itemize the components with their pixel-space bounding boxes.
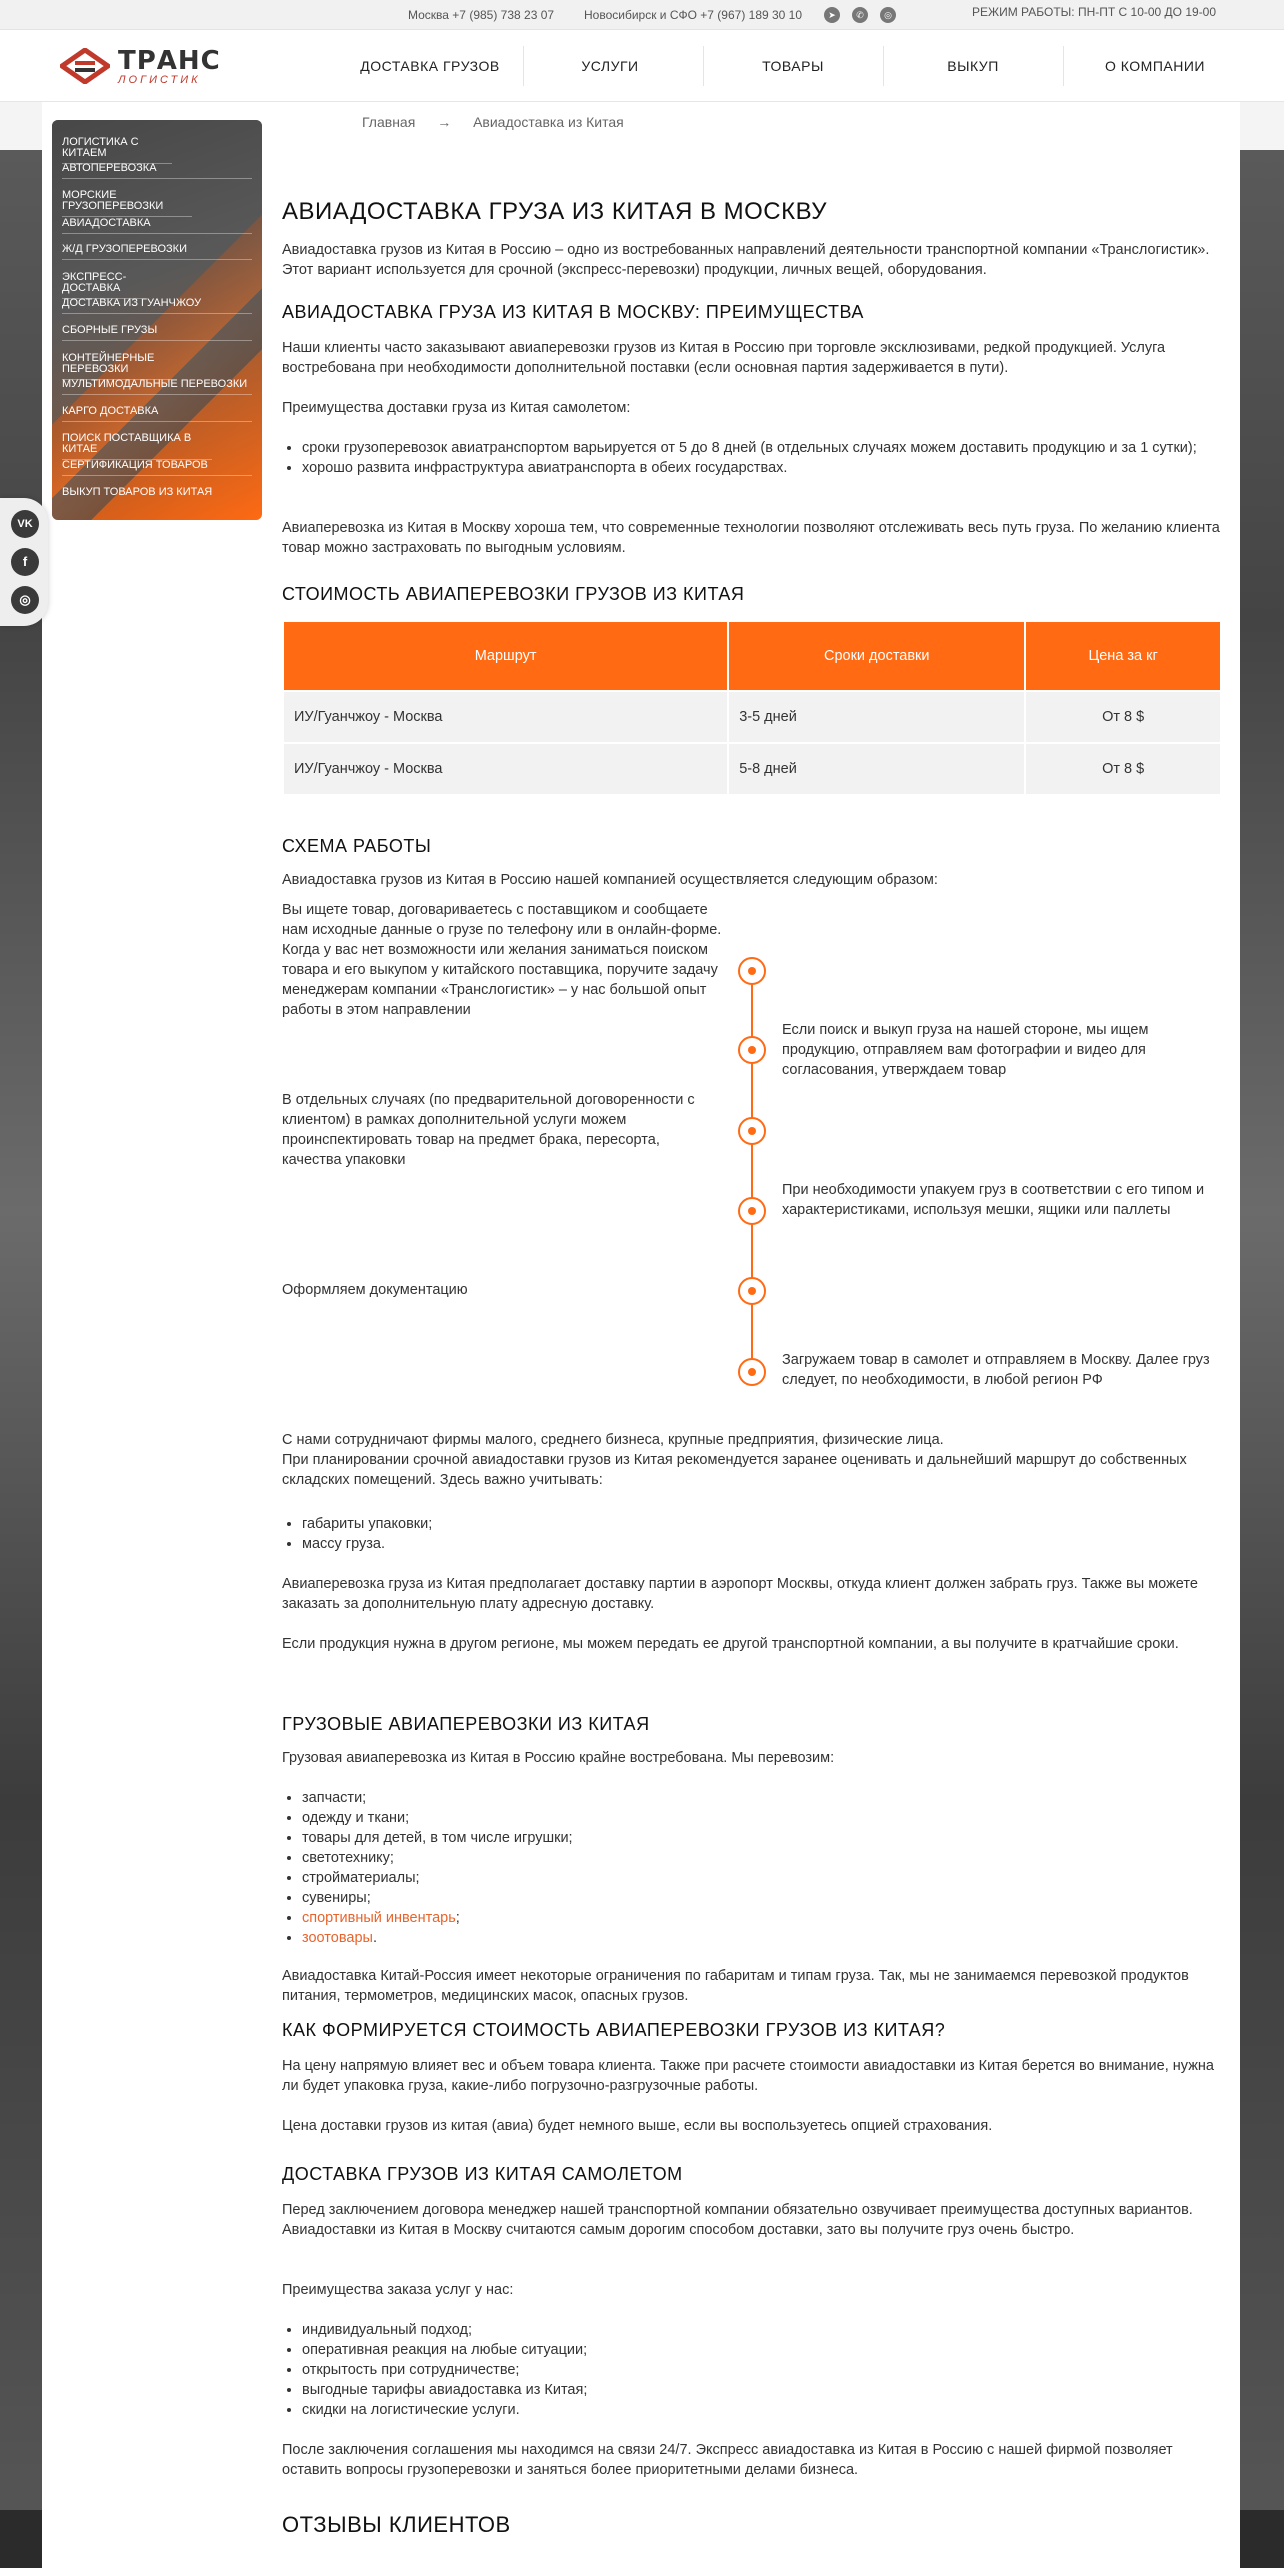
list-item: • индивидуальный подход; — [302, 2320, 1222, 2340]
table-cell-route: ИУ/Гуанчжоу - Москва — [284, 744, 727, 794]
list-item — [302, 1928, 1222, 1948]
nav-divider — [703, 46, 704, 86]
nav-divider — [523, 46, 524, 86]
vk-icon[interactable]: VK — [11, 510, 39, 538]
advantages-paragraph-1: Наши клиенты часто заказывают авиаперевозки грузов из Китая в Россию при торговле эксклюзивами, редкой продукцией. Услуга востребована при необходимости дополнительной поставки (если основная партия задерживается в пути). — [282, 340, 1166, 376]
logo[interactable] — [60, 44, 220, 88]
breadcrumb — [362, 114, 642, 130]
timeline-step-4: При необходимости упакуем груз в соответствии с его типом и характеристиками, используя мешки, ящики или паллеты — [782, 1182, 1205, 1218]
timeline-dot — [738, 957, 766, 985]
price-paragraph-1: На цену напрямую влияет вес и объем товара клиента. Также при расчете стоимости авиадоставки из Китая берется во внимание, нужна ли будет упаковка груза, какие-либо погрузочно-разгрузочные работы. — [282, 2058, 1214, 2094]
sidebar-item-express[interactable]: ЭКСПРЕСС-ДОСТАВКА — [62, 272, 142, 299]
intro-paragraph: Авиадоставка грузов из Китая в Россию – одно из востребованных направлений деятельности транспортной компании «Транслогистик». Этот вариант используется для срочной (экспресс-перевозки) продукции, личных вещей, оборудования. — [282, 242, 1210, 278]
timeline-dot — [738, 1117, 766, 1145]
table-cell-time: 3-5 дней — [729, 692, 1024, 742]
table-cell-price: От 8 $ — [1026, 744, 1220, 794]
work-hours: РЕЖИМ РАБОТЫ: ПН-ПТ С 10-00 ДО 19-00 — [972, 5, 1217, 19]
sidebar-item-buyout[interactable]: ВЫКУП ТОВАРОВ ИЗ КИТАЯ — [62, 486, 213, 498]
table-row — [284, 744, 1220, 794]
main-nav — [340, 30, 1240, 102]
list-item: • скидки на логистические услуги. — [302, 2400, 1222, 2420]
timeline-step-1: Вы ищете товар, договариваетесь с поставщиком и сообщаете нам исходные данные о грузе по телефону или в онлайн-форме. Когда у вас нет возможности или желания заниматься поиском товара и его выкупом у китайского поставщика, поручите задачу менеджерам компании «Транслогистик» – у нас большой опыт работы в этом направлении — [282, 902, 722, 1018]
instagram-icon[interactable]: ◎ — [880, 7, 896, 23]
plane-paragraph-2: Преимущества заказа услуг у нас: — [282, 2282, 514, 2298]
clients-paragraph: С нами сотрудничают фирмы малого, среднего бизнеса, крупные предприятия, физические лица. — [282, 1432, 944, 1448]
logo-mark-icon — [60, 48, 110, 84]
cargo-heading: ГРУЗОВЫЕ АВИАПЕРЕВОЗКИ ИЗ КИТАЯ — [282, 1714, 650, 1734]
list-item: • сроки грузоперевозок авиатранспортом варьируется от 5 до 8 дней (в отдельных случаях можем доставить продукцию и за 1 сутки); — [302, 438, 1222, 458]
timeline-step-2: Если поиск и выкуп груза на нашей стороне, мы ищем продукцию, отправляем вам фотографии и видео для согласования, утверждаем товар — [782, 1022, 1149, 1078]
whatsapp-icon[interactable]: ✆ — [852, 7, 868, 23]
phone-moscow[interactable]: Москва +7 (985) 738 23 07 — [408, 8, 555, 22]
timeline-dot — [738, 1277, 766, 1305]
sidebar-item-guangzhou[interactable]: ДОСТАВКА ИЗ ГУАНЧЖОУ — [62, 298, 252, 314]
nav-item-goods[interactable]: ТОВАРЫ — [762, 57, 824, 74]
sidebar-item-air[interactable]: АВИАДОСТАВКА — [62, 218, 252, 234]
list-item — [302, 1908, 1222, 1928]
airport-paragraph: Авиаперевозка груза из Китая предполагает доставку партии в аэропорт Москвы, откуда клиент должен забрать груз. Также вы можете заказать за дополнительную плату адресную доставку. — [282, 1576, 1198, 1612]
list-item: • оперативная реакция на любые ситуации; — [302, 2340, 1222, 2360]
timeline-dot — [738, 1358, 766, 1386]
list-item: • сувениры; — [302, 1888, 1222, 1908]
sidebar-item-logistics[interactable]: ЛОГИСТИКА С КИТАЕМ — [62, 137, 172, 164]
breadcrumb-home[interactable]: Главная — [362, 114, 416, 130]
timeline-step-6: Загружаем товар в самолет и отправляем в Москву. Далее груз следует, по необходимости, в любой регион РФ — [782, 1352, 1210, 1388]
advantages-list — [282, 438, 1222, 478]
instagram-icon[interactable]: ◎ — [11, 586, 39, 614]
price-paragraph-2: Цена доставки грузов из китая (авиа) будет немного выше, если вы воспользуетесь опцией страхования. — [282, 2118, 993, 2134]
plane-heading: ДОСТАВКА ГРУЗОВ ИЗ КИТАЯ САМОЛЕТОМ — [282, 2164, 683, 2184]
sidebar-item-multimodal[interactable]: МУЛЬТИМОДАЛЬНЫЕ ПЕРЕВОЗКИ — [62, 379, 252, 395]
list-item-tail: . — [372, 1930, 377, 1946]
sidebar-item-cargo[interactable]: КАРГО ДОСТАВКА — [62, 406, 252, 422]
header — [0, 30, 1284, 102]
list-item: • стройматериалы; — [302, 1868, 1222, 1888]
nav-divider — [1063, 46, 1064, 86]
scheme-heading: СХЕМА РАБОТЫ — [282, 836, 432, 856]
telegram-icon[interactable]: ➤ — [824, 7, 840, 23]
sidebar-item-supplier[interactable]: ПОИСК ПОСТАВЩИКА В КИТАЕ — [62, 433, 212, 460]
sidebar-item-container[interactable]: КОНТЕЙНЕРНЫЕ ПЕРЕВОЗКИ — [62, 353, 172, 380]
table-row — [284, 692, 1220, 742]
plane-paragraph-3: После заключения соглашения мы находимся на связи 24/7. Экспресс авиадоставка из Китая в Россию с нашей фирмой позволяет оставить вопросы грузоперевозки и заняться более приоритетными делами бизнеса. — [282, 2442, 1173, 2478]
facebook-icon[interactable]: f — [11, 548, 39, 576]
timeline-dot — [738, 1197, 766, 1225]
logo-word: ТРАНС — [118, 46, 221, 76]
price-heading: КАК ФОРМИРУЕТСЯ СТОИМОСТЬ АВИАПЕРЕВОЗКИ ГРУЗОВ ИЗ КИТАЯ? — [282, 2020, 946, 2040]
list-item-tail: ; — [455, 1910, 460, 1926]
table-header-row — [284, 622, 1220, 690]
price-table — [282, 620, 1222, 796]
list-item: • запчасти; — [302, 1788, 1222, 1808]
cost-heading: СТОИМОСТЬ АВИАПЕРЕВОЗКИ ГРУЗОВ ИЗ КИТАЯ — [282, 584, 745, 604]
plane-benefits-list — [282, 2320, 1222, 2420]
cargo-list — [282, 1788, 1222, 1948]
list-item: • светотехнику; — [302, 1848, 1222, 1868]
breadcrumb-current: Авиадоставка из Китая — [473, 114, 624, 130]
nav-item-about[interactable]: О КОМПАНИИ — [1105, 57, 1205, 74]
cargo-limits-paragraph: Авиадоставка Китай-Россия имеет некоторые ограничения по габаритам и типам груза. Так, мы не занимаемся перевозкой продуктов питания, термометров, медицинских масок, опасных грузов. — [282, 1968, 1189, 2004]
sidebar-item-rail[interactable]: Ж/Д ГРУЗОПЕРЕВОЗКИ — [62, 244, 252, 260]
sidebar-item-auto[interactable]: АВТОПЕРЕВОЗКА — [62, 163, 252, 179]
link-sports-goods[interactable]: спортивный инвентарь — [302, 1910, 456, 1926]
nav-divider — [883, 46, 884, 86]
region-paragraph: Если продукция нужна в другом регионе, мы можем передать ее другой транспортной компании, а вы получите в кратчайшие сроки. — [282, 1636, 1179, 1652]
list-item: • открытость при сотрудничестве; — [302, 2360, 1222, 2380]
nav-item-delivery[interactable]: ДОСТАВКА ГРУЗОВ — [360, 57, 500, 74]
planning-paragraph: При планировании срочной авиадоставки грузов из Китая рекомендуется заранее оценивать и дальнейший маршрут до собственных складских помещений. Здесь важно учитывать: — [282, 1452, 1187, 1488]
sidebar-item-sea[interactable]: МОРСКИЕ ГРУЗОПЕРЕВОЗКИ — [62, 190, 192, 217]
timeline-step-5: Оформляем документацию — [282, 1282, 468, 1298]
sidebar-item-certification[interactable]: СЕРТИФИКАЦИЯ ТОВАРОВ — [62, 460, 252, 476]
link-pet-goods[interactable]: зоотовары — [302, 1930, 373, 1946]
table-header-price: Цена за кг — [1026, 622, 1220, 690]
advantages-heading: АВИАДОСТАВКА ГРУЗА ИЗ КИТАЯ В МОСКВУ: ПРЕИМУЩЕСТВА — [282, 302, 864, 322]
table-header-time: Сроки доставки — [729, 622, 1024, 690]
timeline-step-3: В отдельных случаях (по предварительной договоренности с клиентом) в рамках дополнительной услуги можем проинспектировать товар на предмет брака, пересорта, качества упаковки — [282, 1092, 695, 1168]
top-bar — [0, 0, 1284, 30]
nav-item-services[interactable]: УСЛУГИ — [581, 57, 639, 74]
list-item: • выгодные тарифы авиадоставка из Китая; — [302, 2380, 1222, 2400]
cargo-paragraph: Грузовая авиаперевозка из Китая в Россию крайне востребована. Мы перевозим: — [282, 1750, 835, 1766]
logo-subtitle: ЛОГИСТИК — [118, 74, 201, 86]
table-header-route: Маршрут — [284, 622, 727, 690]
table-cell-price: От 8 $ — [1026, 692, 1220, 742]
timeline-line — [751, 970, 753, 1372]
table-cell-route: ИУ/Гуанчжоу - Москва — [284, 692, 727, 742]
list-item: • одежду и ткани; — [302, 1808, 1222, 1828]
timeline-dot — [738, 1036, 766, 1064]
plane-paragraph-1: Перед заключением договора менеджер нашей транспортной компании обязательно озвучивает преимущества доступных вариантов. Авиадоставки из Китая в Москву считаются самым дорогим способом доставки, зато вы получите груз очень быстро. — [282, 2202, 1193, 2238]
scheme-paragraph: Авиадоставка грузов из Китая в Россию нашей компанией осуществляется следующим образом: — [282, 872, 938, 888]
sidebar-menu — [52, 120, 262, 520]
page-title: АВИАДОСТАВКА ГРУЗА ИЗ КИТАЯ В МОСКВУ — [282, 198, 828, 225]
list-item: • габариты упаковки; — [302, 1514, 1222, 1534]
sidebar-item-groupage[interactable]: СБОРНЫЕ ГРУЗЫ — [62, 325, 252, 341]
list-item: • хорошо развита инфраструктура авиатранспорта в обеих государствах. — [302, 458, 1222, 478]
table-cell-time: 5-8 дней — [729, 744, 1024, 794]
social-panel — [0, 498, 48, 626]
advantages-paragraph-2: Преимущества доставки груза из Китая самолетом: — [282, 400, 631, 416]
list-item: • товары для детей, в том числе игрушки; — [302, 1828, 1222, 1848]
list-item: • массу груза. — [302, 1534, 1222, 1554]
advantages-paragraph-3: Авиаперевозка из Китая в Москву хороша тем, что современные технологии позволяют отслеживать весь путь груза. По желанию клиента товар можно застраховать по выгодным условиям. — [282, 520, 1220, 556]
breadcrumb-separator: → — [437, 114, 452, 130]
consider-list — [282, 1514, 1222, 1554]
reviews-heading: ОТЗЫВЫ КЛИЕНТОВ — [282, 2512, 511, 2537]
phone-novosibirsk[interactable]: Новосибирск и СФО +7 (967) 189 30 10 — [584, 8, 803, 22]
nav-item-buyout[interactable]: ВЫКУП — [947, 57, 999, 74]
sidebar-overlay — [52, 120, 262, 520]
